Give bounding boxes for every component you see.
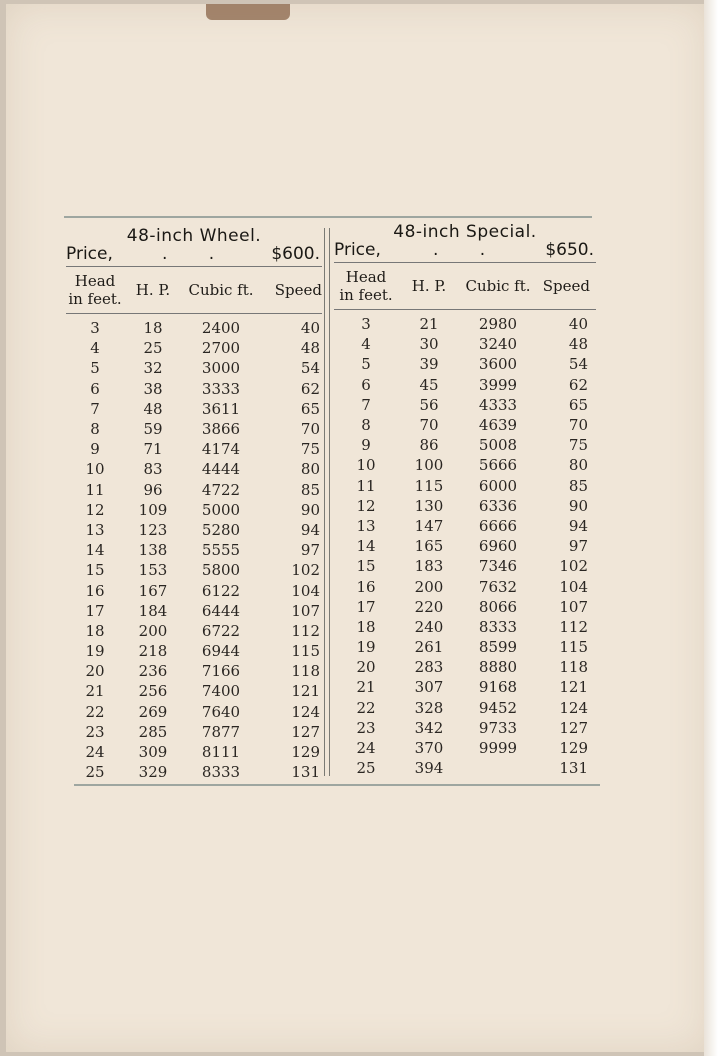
header-rule [334, 262, 596, 263]
table-row [334, 354, 596, 374]
cell-speed: 107 [291, 601, 320, 620]
table-row [66, 358, 322, 378]
table-row [66, 601, 322, 621]
cell-cubic: 7400 [201, 682, 241, 701]
cell-speed: 97 [568, 537, 588, 556]
header-head [334, 268, 398, 304]
cell-hp: 32 [143, 359, 163, 378]
cell-cubic: 9733 [478, 718, 518, 737]
body-rule [66, 313, 322, 314]
table-row [334, 476, 596, 496]
cell-hp: 285 [138, 722, 168, 741]
cell-hp: 184 [138, 601, 168, 620]
header-speed: Speed [274, 281, 322, 299]
cell-speed: 54 [300, 359, 320, 378]
table-row [66, 742, 322, 762]
cell-head: 8 [361, 416, 371, 435]
cell-speed: 75 [300, 440, 320, 459]
cell-head: 15 [85, 561, 105, 580]
table-header [334, 265, 596, 307]
cell-speed: 94 [300, 520, 320, 539]
cell-speed: 48 [568, 335, 588, 354]
cell-hp: 25 [143, 339, 163, 358]
cell-cubic: 3866 [201, 420, 241, 439]
cell-hp: 183 [414, 557, 444, 576]
cell-speed: 118 [291, 662, 320, 681]
cell-hp: 342 [414, 718, 444, 737]
cell-hp: 83 [143, 460, 163, 479]
header-cubic: Cubic ft. [465, 277, 531, 295]
cell-speed: 80 [300, 460, 320, 479]
cell-head: 12 [356, 496, 376, 515]
cell-head: 7 [361, 395, 371, 414]
cell-cubic: 7640 [201, 702, 241, 721]
cell-speed: 102 [291, 561, 320, 580]
cell-cubic: 4174 [201, 440, 241, 459]
cell-hp: 100 [414, 456, 444, 475]
cell-hp: 45 [419, 375, 439, 394]
cell-speed: 104 [291, 581, 320, 600]
cell-speed: 40 [568, 315, 588, 334]
cell-head: 6 [361, 375, 371, 394]
cell-cubic: 4333 [478, 395, 518, 414]
cell-head: 18 [85, 621, 105, 640]
cell-speed: 40 [300, 319, 320, 338]
cell-head: 14 [85, 541, 105, 560]
cell-cubic: 5555 [201, 541, 241, 560]
table-row [66, 459, 322, 479]
cell-hp: 220 [414, 597, 444, 616]
cell-hp: 21 [419, 315, 439, 334]
cell-hp: 48 [143, 399, 163, 418]
table-row [334, 435, 596, 455]
column-divider [324, 228, 325, 776]
cell-head: 17 [85, 601, 105, 620]
table-row [66, 379, 322, 399]
cell-head: 6 [90, 379, 100, 398]
cell-cubic: 6000 [478, 476, 518, 495]
cell-head: 7 [90, 399, 100, 418]
cell-head: 23 [85, 722, 105, 741]
cell-cubic: 6960 [478, 537, 518, 556]
cell-hp: 39 [419, 355, 439, 374]
price-line [334, 240, 596, 260]
cell-cubic: 6122 [201, 581, 241, 600]
table-row [66, 722, 322, 742]
table-row [334, 617, 596, 637]
table-row [334, 758, 596, 778]
cell-speed: 129 [559, 739, 588, 758]
cell-cubic: 3240 [478, 335, 518, 354]
cell-cubic: 4444 [201, 460, 241, 479]
table-row [66, 580, 322, 600]
cell-hp: 200 [414, 577, 444, 596]
tape-remnant [206, 4, 290, 20]
header-head [66, 272, 124, 308]
cell-speed: 124 [291, 702, 320, 721]
wheel-table [66, 226, 322, 782]
cell-hp: 38 [143, 379, 163, 398]
cell-hp: 70 [419, 416, 439, 435]
price-line [66, 244, 322, 264]
cell-speed: 94 [568, 516, 588, 535]
cell-head: 20 [356, 658, 376, 677]
body-rule [334, 309, 596, 310]
cell-head: 25 [356, 759, 376, 778]
table-row [334, 657, 596, 677]
bottom-rule [74, 784, 600, 786]
header-head-line2: in feet. [68, 290, 122, 308]
table-row [66, 641, 322, 661]
cell-hp: 261 [414, 638, 444, 657]
cell-cubic: 6336 [478, 496, 518, 515]
cell-hp: 86 [419, 436, 439, 455]
header-hp: H. P. [135, 281, 171, 299]
price-value: $650. [545, 240, 594, 260]
table-row [66, 318, 322, 338]
header-hp: H. P. [411, 277, 447, 295]
cell-hp: 147 [414, 516, 444, 535]
cell-head: 8 [90, 420, 100, 439]
table-row [334, 415, 596, 435]
header-head-line1: Head [345, 268, 387, 286]
table-row [334, 455, 596, 475]
cell-head: 24 [85, 743, 105, 762]
table-row [334, 536, 596, 556]
cell-head: 11 [356, 476, 376, 495]
cell-cubic: 6666 [478, 516, 518, 535]
cell-cubic: 7632 [478, 577, 518, 596]
cell-speed: 90 [300, 500, 320, 519]
table-row [66, 762, 322, 782]
cell-head: 9 [361, 436, 371, 455]
top-rule [64, 216, 592, 218]
cell-speed: 48 [300, 339, 320, 358]
cell-speed: 80 [568, 456, 588, 475]
cell-speed: 127 [291, 722, 320, 741]
header-rule [66, 266, 322, 267]
table-row [66, 480, 322, 500]
cell-hp: 240 [414, 617, 444, 636]
cell-hp: 307 [414, 678, 444, 697]
table-row [66, 560, 322, 580]
table-row [334, 375, 596, 395]
table-row [66, 540, 322, 560]
cell-speed: 70 [300, 420, 320, 439]
cell-head: 15 [356, 557, 376, 576]
cell-hp: 123 [138, 520, 168, 539]
cell-hp: 18 [143, 319, 163, 338]
cell-cubic: 3999 [478, 375, 518, 394]
table-row [334, 698, 596, 718]
cell-head: 14 [356, 537, 376, 556]
table-row [334, 677, 596, 697]
cell-cubic: 7877 [201, 722, 241, 741]
cell-hp: 138 [138, 541, 168, 560]
cell-speed: 118 [559, 658, 588, 677]
cell-head: 11 [85, 480, 105, 499]
cell-head: 19 [356, 638, 376, 657]
cell-head: 18 [356, 617, 376, 636]
cell-hp: 394 [414, 759, 444, 778]
cell-head: 16 [85, 581, 105, 600]
cell-hp: 370 [414, 739, 444, 758]
cell-speed: 129 [291, 743, 320, 762]
column-divider-inner [329, 228, 330, 776]
cell-speed: 54 [568, 355, 588, 374]
cell-speed: 62 [568, 375, 588, 394]
cell-head: 5 [361, 355, 371, 374]
price-dots: . . [432, 240, 504, 260]
cell-cubic: 9999 [478, 739, 518, 758]
cell-hp: 329 [138, 763, 168, 782]
cell-head: 20 [85, 662, 105, 681]
table-row [334, 496, 596, 516]
cell-speed: 65 [568, 395, 588, 414]
cell-hp: 200 [138, 621, 168, 640]
cell-head: 13 [85, 520, 105, 539]
cell-cubic: 9168 [478, 678, 518, 697]
cell-cubic: 2980 [478, 315, 518, 334]
cell-head: 9 [90, 440, 100, 459]
cell-speed: 85 [300, 480, 320, 499]
cell-cubic: 3000 [201, 359, 241, 378]
price-dots: . . [161, 244, 233, 264]
cell-cubic: 6722 [201, 621, 241, 640]
cell-speed: 127 [559, 718, 588, 737]
cell-speed: 131 [291, 763, 320, 782]
cell-speed: 104 [559, 577, 588, 596]
table-row [334, 314, 596, 334]
cell-head: 13 [356, 516, 376, 535]
cell-hp: 30 [419, 335, 439, 354]
table-row [334, 637, 596, 657]
cell-hp: 96 [143, 480, 163, 499]
cell-cubic: 8880 [478, 658, 518, 677]
cell-speed: 107 [559, 597, 588, 616]
price-label: Price, [66, 244, 113, 264]
table-header [66, 269, 322, 311]
cell-cubic: 3600 [478, 355, 518, 374]
cell-cubic: 4722 [201, 480, 241, 499]
cell-speed: 121 [291, 682, 320, 701]
cell-hp: 236 [138, 662, 168, 681]
cell-cubic: 8066 [478, 597, 518, 616]
header-cubic: Cubic ft. [188, 281, 254, 299]
table-row [66, 500, 322, 520]
cell-hp: 130 [414, 496, 444, 515]
cell-head: 10 [85, 460, 105, 479]
cell-cubic: 4639 [478, 416, 518, 435]
cell-cubic: 3611 [201, 399, 241, 418]
cell-speed: 75 [568, 436, 588, 455]
cell-cubic: 6444 [201, 601, 241, 620]
table-row [334, 576, 596, 596]
table-row [334, 334, 596, 354]
cell-head: 21 [85, 682, 105, 701]
table-row [66, 520, 322, 540]
table-row [334, 516, 596, 536]
cell-hp: 115 [414, 476, 444, 495]
cell-head: 16 [356, 577, 376, 596]
cell-speed: 65 [300, 399, 320, 418]
cell-cubic: 3333 [201, 379, 241, 398]
table-body [66, 318, 322, 782]
cell-hp: 153 [138, 561, 168, 580]
table-row [66, 399, 322, 419]
cell-speed: 131 [559, 759, 588, 778]
cell-speed: 115 [559, 638, 588, 657]
cell-speed: 112 [559, 617, 588, 636]
header-head-line2: in feet. [339, 286, 393, 304]
cell-head: 19 [85, 642, 105, 661]
cell-head: 22 [356, 698, 376, 717]
table-row [66, 681, 322, 701]
table-row [66, 702, 322, 722]
cell-speed: 115 [291, 642, 320, 661]
table-row [66, 621, 322, 641]
table-row [66, 439, 322, 459]
cell-speed: 124 [559, 698, 588, 717]
header-head-line1: Head [74, 272, 116, 290]
cell-cubic: 2700 [201, 339, 241, 358]
cell-speed: 62 [300, 379, 320, 398]
price-label: Price, [334, 240, 381, 260]
cell-hp: 309 [138, 743, 168, 762]
cell-cubic: 2400 [201, 319, 241, 338]
cell-head: 22 [85, 702, 105, 721]
cell-hp: 328 [414, 698, 444, 717]
cell-speed: 121 [559, 678, 588, 697]
cell-head: 25 [85, 763, 105, 782]
table-row [334, 395, 596, 415]
cell-cubic: 7166 [201, 662, 241, 681]
table-row [66, 338, 322, 358]
cell-head: 4 [90, 339, 100, 358]
cell-speed: 102 [559, 557, 588, 576]
cell-hp: 109 [138, 500, 168, 519]
cell-head: 4 [361, 335, 371, 354]
cell-cubic: 8111 [201, 743, 241, 762]
cell-speed: 97 [300, 541, 320, 560]
page-edge [704, 0, 718, 1056]
cell-speed: 90 [568, 496, 588, 515]
table-row [334, 597, 596, 617]
cell-cubic: 5280 [201, 520, 241, 539]
cell-head: 5 [90, 359, 100, 378]
table-row [66, 661, 322, 681]
cell-speed: 85 [568, 476, 588, 495]
cell-head: 3 [361, 315, 371, 334]
cell-hp: 59 [143, 420, 163, 439]
cell-head: 12 [85, 500, 105, 519]
table-body [334, 314, 596, 778]
cell-cubic: 5008 [478, 436, 518, 455]
table-row [334, 718, 596, 738]
cell-head: 24 [356, 739, 376, 758]
cell-head: 10 [356, 456, 376, 475]
cell-hp: 256 [138, 682, 168, 701]
special-table [334, 222, 596, 778]
table-row [334, 556, 596, 576]
cell-hp: 56 [419, 395, 439, 414]
cell-hp: 167 [138, 581, 168, 600]
cell-cubic: 7346 [478, 557, 518, 576]
cell-cubic: 5666 [478, 456, 518, 475]
cell-cubic: 5800 [201, 561, 241, 580]
cell-cubic: 6944 [201, 642, 241, 661]
cell-cubic: 5000 [201, 500, 241, 519]
cell-cubic: 9452 [478, 698, 518, 717]
table-row [66, 419, 322, 439]
cell-head: 17 [356, 597, 376, 616]
cell-hp: 269 [138, 702, 168, 721]
table-title: 48-inch Special. [393, 222, 537, 242]
cell-head: 3 [90, 319, 100, 338]
price-value: $600. [271, 244, 320, 264]
cell-cubic: 8599 [478, 638, 518, 657]
cell-head: 23 [356, 718, 376, 737]
table-row [334, 738, 596, 758]
cell-hp: 71 [143, 440, 163, 459]
table-title: 48-inch Wheel. [126, 226, 262, 246]
cell-cubic: 8333 [201, 763, 241, 782]
cell-speed: 70 [568, 416, 588, 435]
cell-hp: 283 [414, 658, 444, 677]
cell-speed: 112 [291, 621, 320, 640]
cell-head: 21 [356, 678, 376, 697]
cell-hp: 218 [138, 642, 168, 661]
header-speed: Speed [542, 277, 590, 295]
cell-hp: 165 [414, 537, 444, 556]
cell-cubic: 8333 [478, 617, 518, 636]
